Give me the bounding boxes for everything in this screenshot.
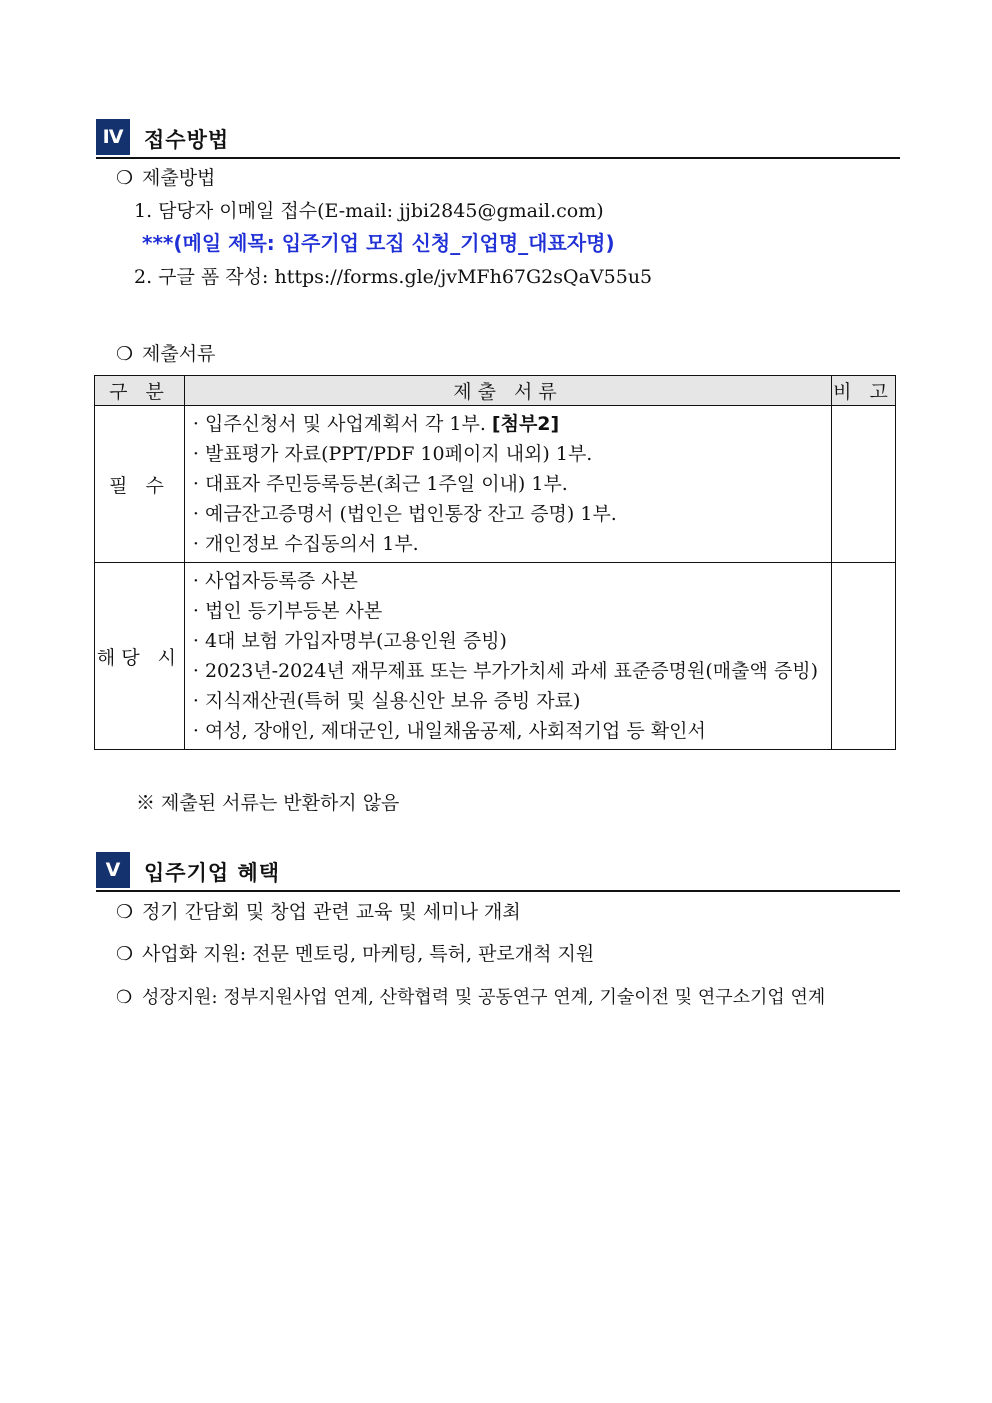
optional-items bbox=[184, 563, 831, 750]
method-2: 2. 구글 폼 작성: https://forms.gle/jvMFh67G2sQaV55u5 bbox=[134, 266, 653, 288]
circle-bullet-icon: ❍ bbox=[116, 901, 134, 923]
circle-bullet-icon: ❍ bbox=[116, 167, 134, 189]
list-item: · 4대 보험 가입자명부(고용인원 증빙) bbox=[192, 630, 507, 652]
list-item: · 2023년-2024년 재무제표 또는 부가가치세 과세 표준증명원(매출액 증빙) bbox=[192, 660, 819, 682]
section-4-title: 접수방법 bbox=[144, 128, 230, 152]
docs-heading: ❍ 제출서류 bbox=[116, 343, 216, 365]
list-item: · 예금잔고증명서 (법인은 법인통장 잔고 증명) 1부. bbox=[192, 503, 617, 525]
attachment-tag: [첨부2] bbox=[491, 413, 560, 435]
method-1: 1. 담당자 이메일 접수(E-mail: jjbi2845@gmail.com) bbox=[134, 200, 604, 222]
benefit-item: ❍ 사업화 지원: 전문 멘토링, 마케팅, 특허, 판로개척 지원 bbox=[116, 943, 595, 965]
category-if-applicable: 해당 시 bbox=[95, 563, 185, 750]
footnote: ※ 제출된 서류는 반환하지 않음 bbox=[136, 792, 400, 814]
submit-method-heading: ❍ 제출방법 bbox=[116, 167, 216, 189]
section-4-number: Ⅳ bbox=[96, 119, 130, 155]
table-row bbox=[95, 406, 896, 563]
note-cell bbox=[832, 406, 896, 563]
category-required: 필 수 bbox=[95, 406, 185, 563]
header-docs: 제출 서류 bbox=[184, 376, 831, 406]
table-header-row bbox=[95, 376, 896, 406]
note-cell bbox=[832, 563, 896, 750]
required-items bbox=[184, 406, 831, 563]
section-5-title: 입주기업 혜택 bbox=[144, 861, 281, 885]
list-item: · 개인정보 수집동의서 1부. bbox=[192, 533, 419, 555]
method-1-note: ***(메일 제목: 입주기업 모집 신청_기업명_대표자명) bbox=[142, 231, 615, 255]
list-item: · 사업자등록증 사본 bbox=[192, 570, 358, 592]
section-5-number: Ⅴ bbox=[96, 852, 130, 888]
section-4-header bbox=[96, 119, 900, 159]
list-item: · 대표자 주민등록등본(최근 1주일 이내) 1부. bbox=[192, 473, 568, 495]
list-item: · 발표평가 자료(PPT/PDF 10페이지 내외) 1부. bbox=[192, 443, 593, 465]
circle-bullet-icon: ❍ bbox=[116, 987, 133, 1008]
header-note: 비 고 bbox=[832, 376, 896, 406]
list-item: · 지식재산권(특허 및 실용신안 보유 증빙 자료) bbox=[192, 690, 581, 712]
circle-bullet-icon: ❍ bbox=[116, 343, 134, 365]
section-5-header bbox=[96, 852, 900, 892]
list-item: · 법인 등기부등본 사본 bbox=[192, 600, 383, 622]
list-item: · 여성, 장애인, 제대군인, 내일채움공제, 사회적기업 등 확인서 bbox=[192, 720, 706, 742]
header-category: 구 분 bbox=[95, 376, 185, 406]
benefit-item: ❍ 정기 간담회 및 창업 관련 교육 및 세미나 개최 bbox=[116, 901, 521, 923]
list-item: · 입주신청서 및 사업계획서 각 1부. [첨부2] bbox=[192, 413, 560, 435]
circle-bullet-icon: ❍ bbox=[116, 943, 134, 965]
documents-table bbox=[94, 375, 896, 750]
table-row bbox=[95, 563, 896, 750]
benefit-item: ❍ 성장지원: 정부지원사업 연계, 산학협력 및 공동연구 연계, 기술이전 및 연구소기업 연계 bbox=[116, 987, 826, 1008]
